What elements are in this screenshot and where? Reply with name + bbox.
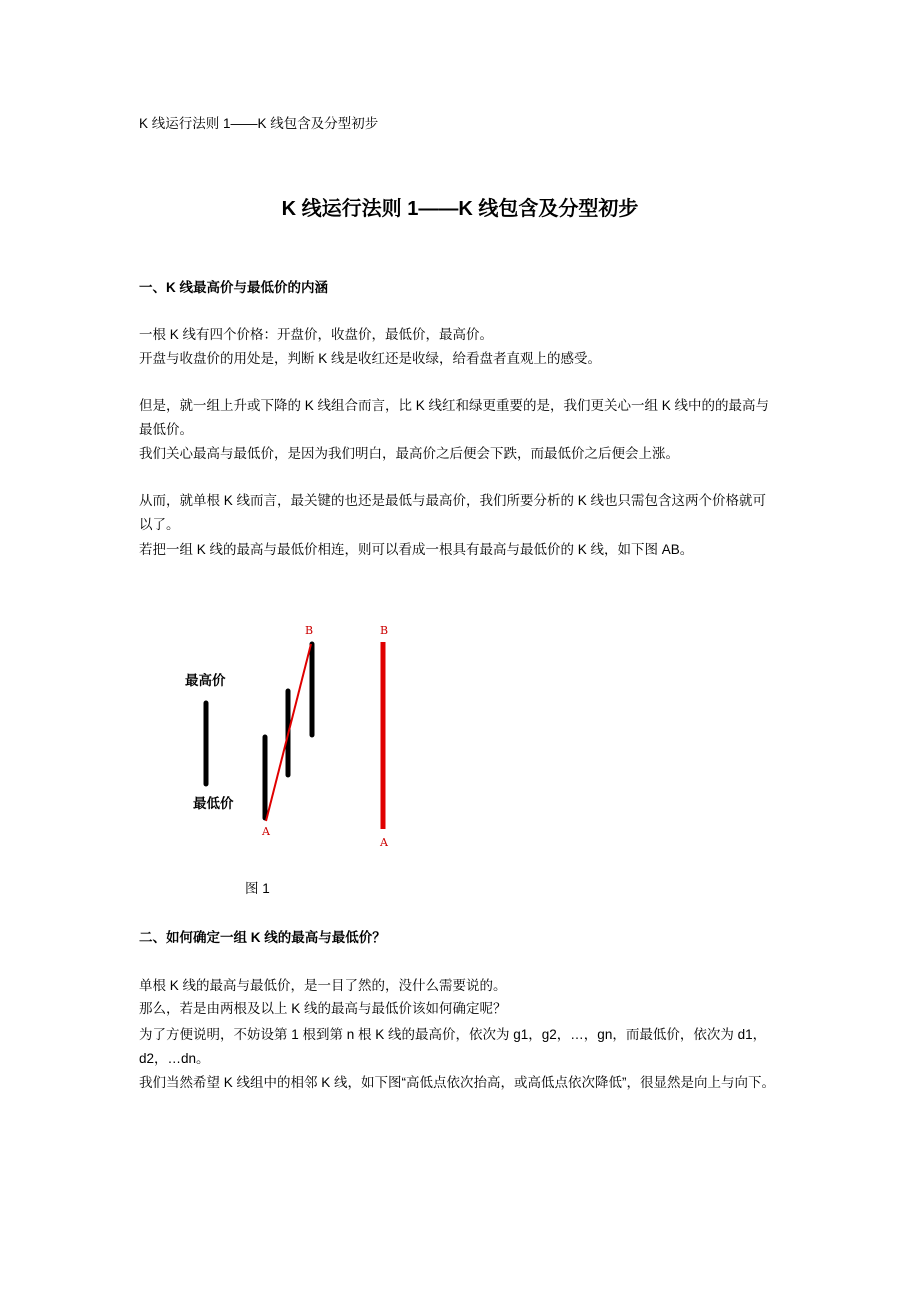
paragraph-line: 单根 K 线的最高与最低价，是一目了然的，没什么需要说的。 (139, 978, 507, 993)
paragraph-line: 开盘与收盘价的用处是，判断 K 线是收红还是收绿，给看盘者直观上的感受。 (139, 351, 602, 366)
figure-caption: 图 1 (245, 881, 270, 896)
point-b-label-combined: B (380, 624, 389, 637)
label-high: 最高价 (185, 673, 226, 688)
paragraph-line: 为了方便说明，不妨设第 1 根到第 n 根 K 线的最高价，依次为 g1，g2，…，gn，而最低价，依次为 d1， (139, 1027, 767, 1042)
paragraph-line: 一根 K 线有四个价格：开盘价，收盘价，最低价，最高价。 (139, 327, 494, 342)
point-a-label: A (262, 825, 270, 838)
paragraph-line: 但是，就一组上升或下降的 K 线组合而言，比 K 线红和绿更重要的是，我们更关心一组 K 线中的的最高与 (139, 398, 770, 413)
label-low: 最低价 (193, 796, 234, 811)
page-title: K 线运行法则 1——K 线包含及分型初步 (281, 198, 639, 220)
paragraph-line: 从而，就单根 K 线而言，最关键的也还是最低与最高价，我们所要分析的 K 线也只需包含这两个价格就可 (139, 493, 767, 508)
paragraph-line: 若把一组 K 线的最高与最低价相连，则可以看成一根具有最高与最低价的 K 线，如下图 AB。 (139, 542, 694, 557)
section-heading-2: 二、如何确定一组 K 线的最高与最低价？ (139, 930, 386, 945)
paragraph-line: 我们关心最高与最低价，是因为我们明白，最高价之后便会下跌，而最低价之后便会上涨。 (139, 446, 679, 461)
paragraph-line: 以了。 (139, 517, 180, 532)
paragraph-line: 那么，若是由两根及以上 K 线的最高与最低价该如何确定呢？ (139, 1001, 507, 1016)
paragraph-line: 我们当然希望 K 线组中的相邻 K 线，如下图“高低点依次抬高，或高低点依次降低”，很显然是向上与向下。 (139, 1075, 776, 1090)
paragraph-line: d2，…dn。 (139, 1051, 210, 1066)
page-header: K 线运行法则 1——K 线包含及分型初步 (139, 116, 379, 131)
point-a-label-combined: A (380, 836, 388, 849)
point-b-label: B (305, 624, 314, 637)
paragraph-line: 最低价。 (139, 422, 193, 437)
section-heading-1: 一、K 线最高价与最低价的内涵 (139, 280, 328, 295)
ab-connecting-line (266, 644, 311, 821)
